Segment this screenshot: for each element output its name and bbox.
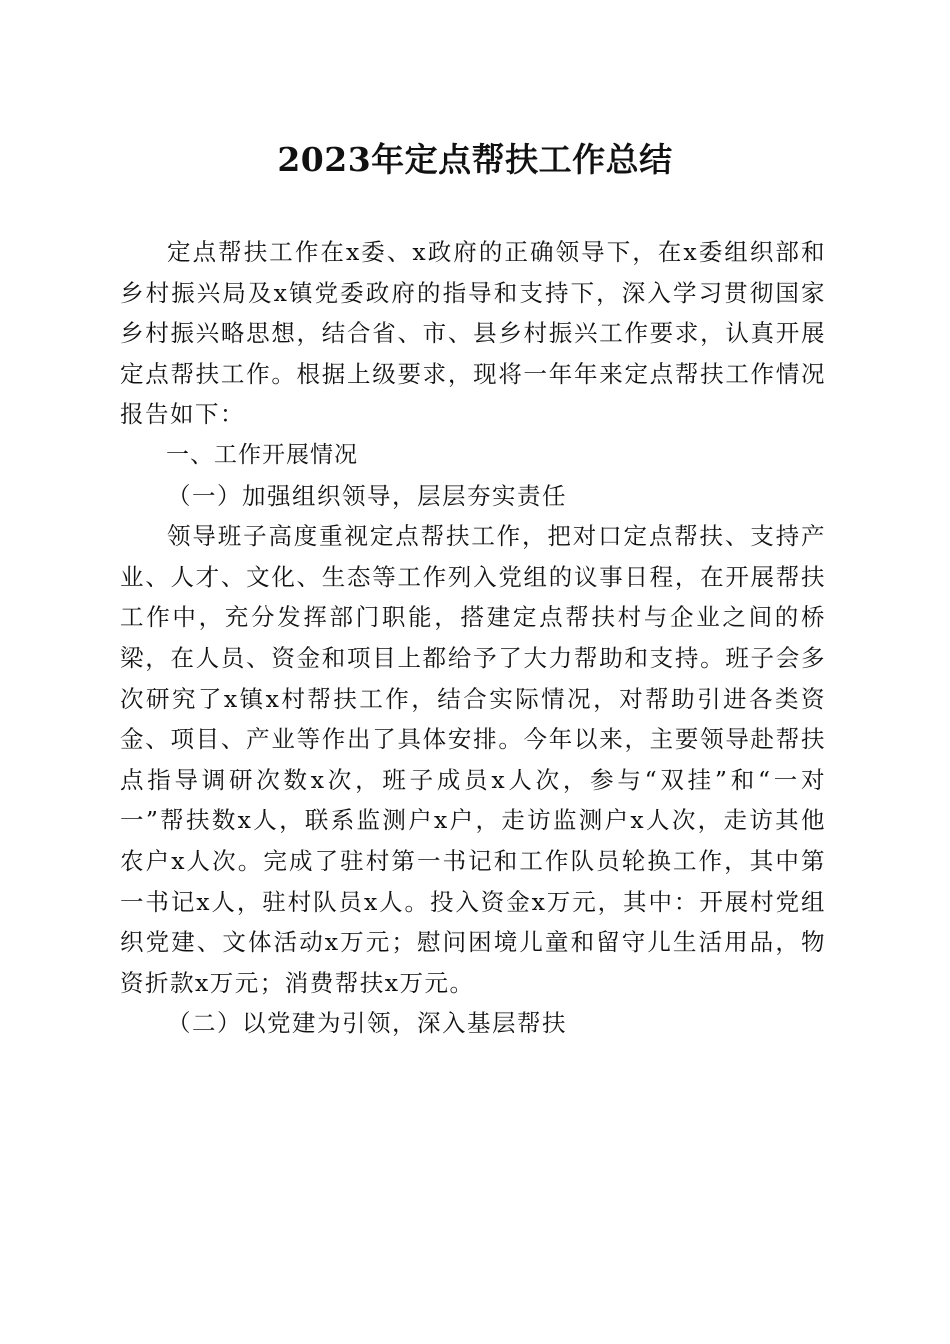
section-heading-work-progress: 一、工作开展情况 [166, 441, 358, 468]
subsection-paragraph-organization: 领导班子高度重视定点帮扶工作，把对口定点帮扶、支持产业、人才、文化、生态等工作列入党组的议事日程，在开展帮扶工作中，充分发挥部门职能，搭建定点帮扶村与企业之间的桥梁，在人员、资金和项目上都给予了大力帮助和支持。班子会多次研究了x镇x村帮扶工作，结合实际情况，对帮助引进各类资金、项目、产业等作出了具体安排。今年以来，主要领导赴帮扶点指导调研次数x次，班子成员x人次，参与“双挂”和“一对一”帮扶数x人，联系监测户x户，走访监测户x人次，走访其他农户x人次。完成了驻村第一书记和工作队员轮换工作，其中第一书记x人，驻村队员x人。投入资金x万元，其中：开展村党组织党建、文体活动x万元；慰问困境儿童和留守儿生活用品，物资折款x万元；消费帮扶x万元。 [120, 522, 826, 997]
subsection-heading-party-building: （二）以党建为引领，深入基层帮扶 [167, 1009, 567, 1038]
intro-paragraph: 定点帮扶工作在x委、x政府的正确领导下，在x委组织部和乡村振兴局及x镇党委政府的指导和支持下，深入学习贯彻国家乡村振兴略思想，结合省、市、县乡村振兴工作要求，认真开展定点帮扶工作。根据上级要求，现将一年年来定点帮扶工作情况报告如下： [120, 238, 826, 429]
document-title: 2023年定点帮扶工作总结 [277, 140, 673, 179]
document-body [120, 232, 826, 1044]
subsection-heading-organization: （一）加强组织领导，层层夯实责任 [167, 481, 567, 510]
